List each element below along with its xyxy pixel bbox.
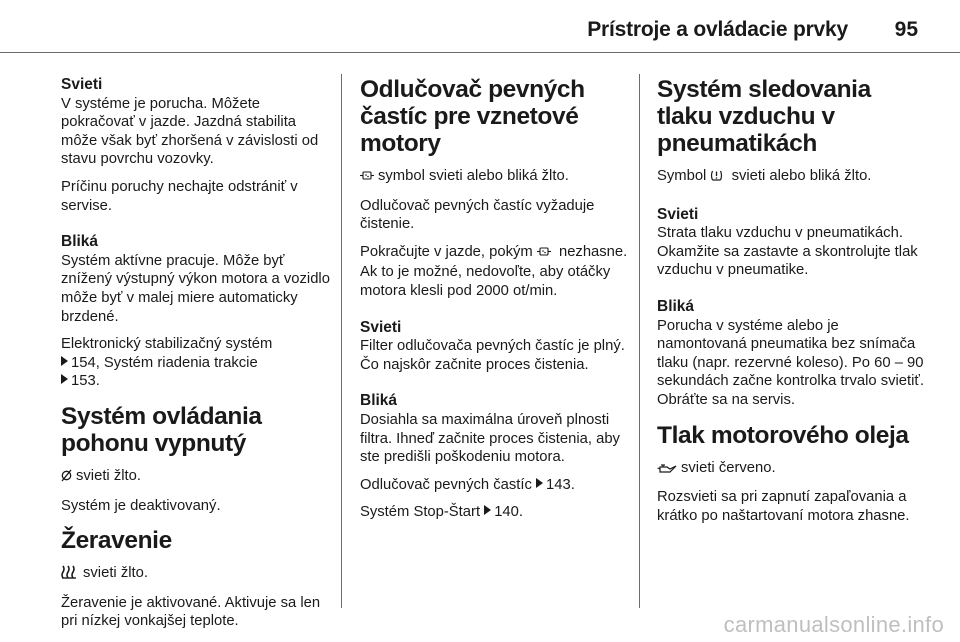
particle-filter-icon	[537, 245, 551, 264]
column-divider-2	[639, 74, 640, 608]
dpf-line: symbol svieti alebo bliká žlto.	[360, 167, 628, 188]
tire-pressure-icon	[710, 169, 723, 188]
paragraph: Strata tlaku vzduchu v pneumatikách. Okamžite sa zastavte a skontrolujte tlak vzduchu v pneumatike.	[657, 225, 918, 279]
traction-line: svieti žlto.	[61, 467, 331, 488]
section-title-traction: Systém ovládania pohonu vypnutý	[61, 402, 262, 457]
page-number: 95	[894, 18, 918, 41]
esp-reference: Elektronický stabilizačný systém 154, Systém riadenia trakcie 153.	[61, 336, 273, 390]
glow-plug-icon	[61, 565, 79, 585]
traction-off-icon	[61, 469, 72, 488]
paragraph: Filter odlučovača pevných častíc je plný. Čo najskôr začnite proces čistenia.	[360, 338, 625, 373]
column-1	[61, 76, 331, 640]
subheading-svieti: Svieti	[61, 76, 103, 93]
cross-reference-icon	[61, 356, 68, 366]
section-title-glow: Žeravenie	[61, 527, 172, 555]
subheading-svieti: Svieti	[657, 205, 699, 223]
column-3	[657, 76, 925, 534]
subheading-blika: Bliká	[657, 297, 695, 315]
page-link[interactable]: 153.	[71, 373, 100, 390]
page-link[interactable]: 140.	[494, 504, 523, 521]
column-2	[360, 76, 628, 531]
column-divider-1	[341, 74, 342, 608]
oil-can-icon	[657, 461, 677, 480]
section-title-dpf: Odlučovač pevných častíc pre vznetové motory	[360, 76, 585, 157]
section-title-oil: Tlak motorového oleja	[657, 421, 909, 449]
chapter-title: Prístroje a ovládacie prvky	[587, 18, 848, 41]
particle-filter-icon	[360, 169, 374, 188]
subheading-svieti: Svieti	[360, 318, 402, 336]
paragraph: Systém je deaktivovaný.	[61, 497, 221, 514]
oil-line: svieti červeno.	[657, 459, 925, 480]
subheading-blika: Bliká	[61, 233, 99, 251]
stopstart-reference: Systém Stop-Štart 140.	[360, 504, 523, 521]
page-header	[0, 0, 960, 54]
cross-reference-icon	[536, 478, 543, 488]
tpms-line: Symbol svieti alebo bliká žlto.	[657, 167, 925, 188]
cross-reference-icon	[484, 505, 491, 515]
paragraph: Systém aktívne pracuje. Môže byť znížený výstupný výkon motora a vozidlo môže byť v malej miere automaticky brzdené.	[61, 252, 330, 325]
paragraph: Pokračujte v jazde, pokým nezhasne. Ak to je možné, nedovoľte, aby otáčky motora klesli pod 2000 ot/min.	[360, 243, 628, 299]
section-title-tpms: Systém sledovania tlaku vzduchu v pneumatikách	[657, 76, 871, 157]
dpf-reference: Odlučovač pevných častíc 143.	[360, 476, 575, 493]
paragraph: Žeravenie je aktivované. Aktivuje sa len pri nízkej vonkajšej teplote.	[61, 594, 321, 630]
page-link[interactable]: 154, Systém riadenia trakcie	[71, 354, 258, 371]
paragraph: V systéme je porucha. Môžete pokračovať v jazde. Jazdná stabilita môže však byť zhoršená v závislosti od stavu povrchu vozovky.	[61, 95, 319, 168]
header-divider	[0, 52, 960, 53]
paragraph: Dosiahla sa maximálna úroveň plnosti filtra. Ihneď začnite proces čistenia, aby ste predišli poškodeniu motora.	[360, 411, 620, 466]
page-link[interactable]: 143.	[546, 476, 575, 493]
paragraph: Príčinu poruchy nechajte odstrániť v servise.	[61, 178, 298, 214]
paragraph: Porucha v systéme alebo je namontovaná pneumatika bez snímača tlaku (napr. rezervné koleso). Po 60 – 90 sekundách začne kontrolka trvalo svietiť. Obráťte sa na servis.	[657, 317, 925, 408]
subheading-blika: Bliká	[360, 392, 398, 410]
paragraph: Rozsvieti sa pri zapnutí zapaľovania a krátko po naštartovaní motora zhasne.	[657, 489, 910, 524]
glow-line: svieti žlto.	[61, 564, 331, 585]
cross-reference-icon	[61, 374, 68, 384]
paragraph: Odlučovač pevných častíc vyžaduje čistenie.	[360, 197, 595, 233]
watermark: carmanualsonline.info	[723, 612, 944, 637]
